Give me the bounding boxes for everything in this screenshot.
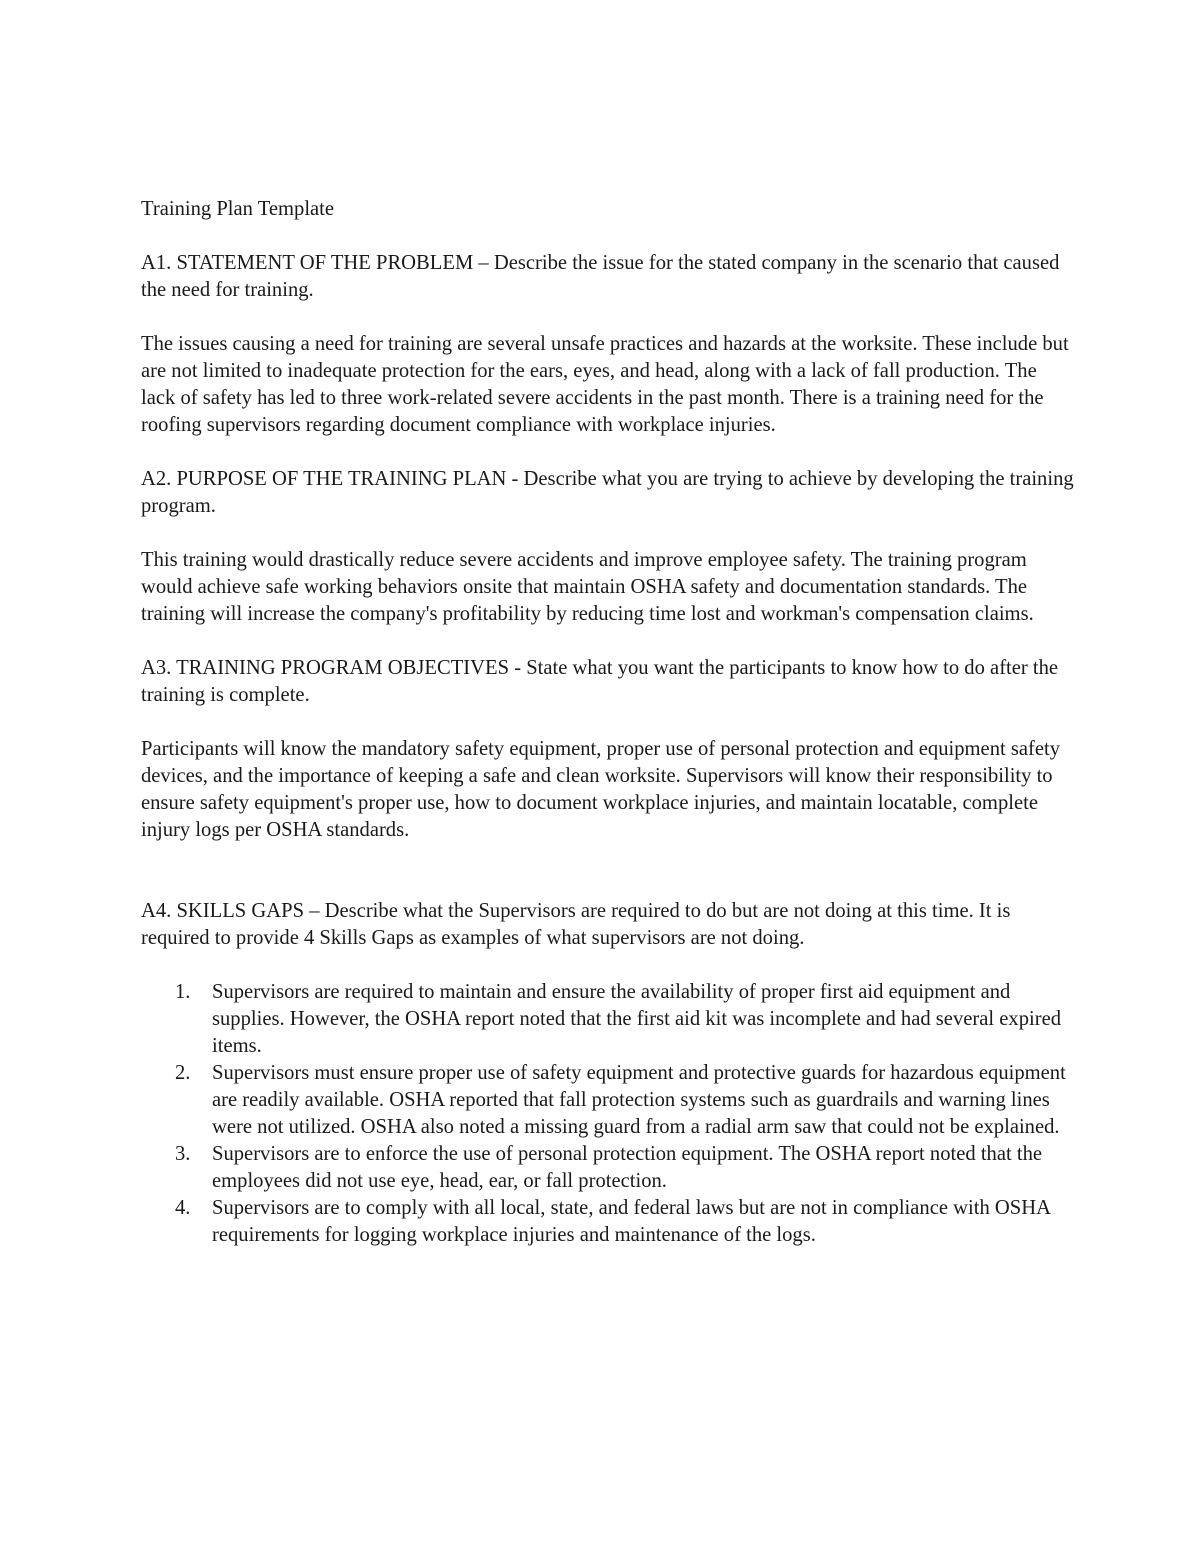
list-item-number: 4.	[175, 1197, 191, 1219]
section-a4-heading: A4. SKILLS GAPS – Describe what the Supervisors are required to do but are not doing at this time. It is required to provide 4 Skills Gaps as examples of what supervisors are not doing.	[141, 900, 1011, 949]
document-body	[141, 196, 1076, 1249]
section-a3-heading: A3. TRAINING PROGRAM OBJECTIVES - State what you want the participants to know how to do after the training is complete.	[141, 657, 1059, 706]
list-item	[141, 979, 1076, 1060]
list-item-number: 3.	[175, 1143, 191, 1165]
section-a1-heading: A1. STATEMENT OF THE PROBLEM – Describe the issue for the stated company in the scenario that caused the need for training.	[141, 252, 1060, 301]
blank-line	[141, 871, 1076, 898]
list-item-text: Supervisors are to comply with all local, state, and federal laws but are not in compliance with OSHA requirements for logging workplace injuries and maintenance of the logs.	[212, 1197, 1050, 1246]
section-a3-body: Participants will know the mandatory safety equipment, proper use of personal protection and equipment safety devices, and the importance of keeping a safe and clean worksite. Supervisors will know their responsibility to ensure safety equipment's proper use, how to document workplace injuries, and maintain locatable, complete injury logs per OSHA standards.	[141, 738, 1061, 841]
list-item	[141, 1060, 1076, 1141]
list-item-number: 1.	[175, 981, 191, 1003]
section-a2-heading: A2. PURPOSE OF THE TRAINING PLAN - Describe what you are trying to achieve by developing the training program.	[141, 468, 1074, 517]
list-item-text: Supervisors are to enforce the use of personal protection equipment. The OSHA report noted that the employees did not use eye, head, ear, or fall protection.	[212, 1143, 1043, 1192]
list-item	[141, 1141, 1076, 1195]
list-item-text: Supervisors are required to maintain and ensure the availability of proper first aid equipment and supplies. However, the OSHA report noted that the first aid kit was incomplete and had several expired items.	[212, 981, 1062, 1057]
list-item	[141, 1195, 1076, 1249]
list-item-number: 2.	[175, 1062, 191, 1084]
section-a1-body: The issues causing a need for training are several unsafe practices and hazards at the worksite. These include but are not limited to inadequate protection for the ears, eyes, and head, along with a lack of fall production. The lack of safety has led to three work-related severe accidents in the past month. There is a training need for the roofing supervisors regarding document compliance with workplace injuries.	[141, 333, 1069, 436]
list-item-text: Supervisors must ensure proper use of safety equipment and protective guards for hazardous equipment are readily available. OSHA reported that fall protection systems such as guardrails and warning lines were not utilized. OSHA also noted a missing guard from a radial arm saw that could not be explained.	[212, 1062, 1066, 1138]
document-title: Training Plan Template	[141, 198, 335, 220]
section-a2-body: This training would drastically reduce severe accidents and improve employee safety. The training program would achieve safe working behaviors onsite that maintain OSHA safety and documentation standards. The training will increase the company's profitability by reducing time lost and workman's compensation claims.	[141, 549, 1034, 625]
skills-gaps-list	[141, 979, 1076, 1249]
